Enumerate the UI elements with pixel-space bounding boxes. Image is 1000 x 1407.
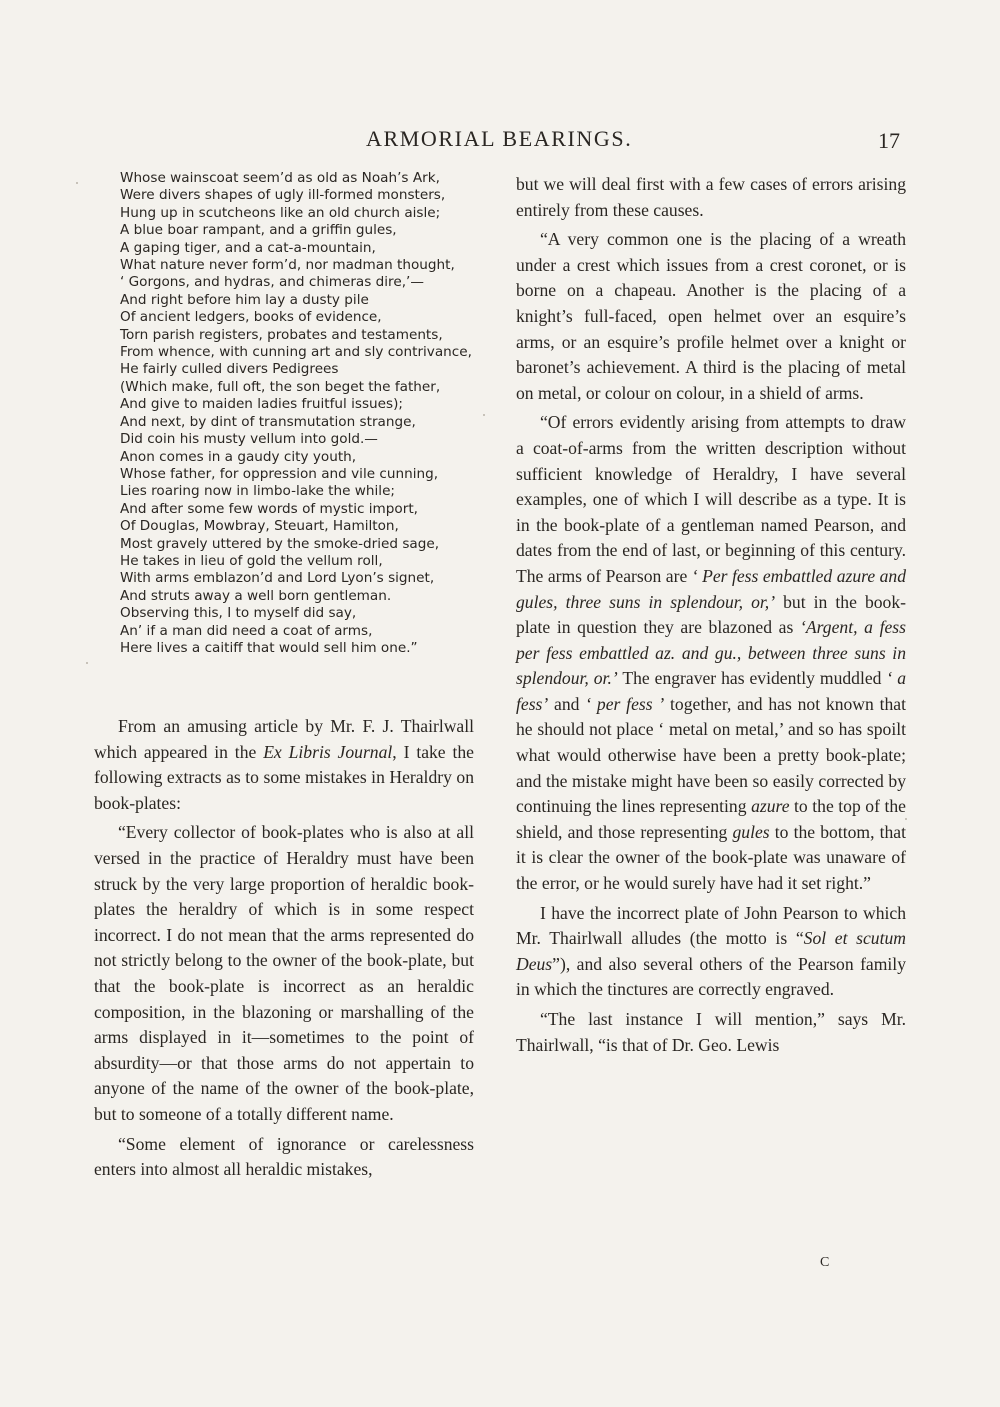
verse-line: Anon comes in a gaudy city youth, — [120, 448, 357, 465]
paragraph-deal-first: but we will deal first with a few cases of errors arising entirely from these causes. — [516, 174, 906, 220]
paragraph-last-instance: “The last instance I will mention,” says Mr. Thairlwall, “is that of Dr. Geo. Lewis — [516, 1009, 906, 1055]
paragraph-some-element: “Some element of ignorance or carelessness enters into almost all heraldic mistakes, — [94, 1133, 474, 1180]
term-italic: azure — [751, 796, 790, 817]
verse-line: With arms emblazon’d and Lord Lyon’s signet, — [120, 570, 435, 587]
term-italic: gules — [732, 821, 770, 842]
text-run: From an amusing article by Mr. F. J. Thairlwall which appeared in the — [94, 716, 474, 762]
running-head: ARMORIAL BEARINGS. — [366, 126, 633, 151]
verse-line: Did coin his musty vellum into gold.— — [120, 431, 378, 448]
text-run: but in the book-plate in question they are blazoned as — [516, 591, 906, 638]
text-run: ”), and also several others of the Pearson family in which the tinctures are correctly engraved. — [516, 953, 906, 1000]
verse-line: An’ if a man did need a coat of arms, — [120, 622, 373, 639]
right-prose — [516, 172, 906, 1058]
verse-line: Most gravely uttered by the smoke-dried sage, — [120, 535, 440, 552]
paragraph-every-collector: “Every collector of book-plates who is also at all versed in the practice of Heraldry must have been struck by the very large proportion of heraldic book-plates the heraldry of which is in some respect incorrect. I do not mean that the arms represented do not strictly belong to the owner of the book-plate, but that the book-plate is incorrect as an heraldic composition, in the blazoning or marshalling of the arms displayed in it—sometimes to the point of absurdity—or that those arms do not appertain to anyone of the name of the owner of the book-plate, but to someone of a totally different name. — [94, 822, 474, 1124]
paragraph-thairlwall-intro — [94, 714, 474, 816]
journal-title-italic: Ex Libris Journal — [263, 741, 393, 762]
term-italic: ‘ per fess ’ — [585, 693, 665, 714]
text-run: “Of errors evidently arising from attempts to draw a coat-of-arms from the written description without sufficient knowledge of Heraldry, I have several examples, one of which I will describe as a type. It is in the book-plate of a gentleman named Pearson, and dates from the end of last, or beginning of this century. The arms of Pearson are — [516, 412, 906, 586]
motto-italic: Sol et scutum Deus — [516, 928, 906, 974]
verse-quotation — [120, 170, 490, 657]
verse-line: Lies roaring now in limbo-lake the while; — [120, 483, 396, 500]
verse-line: And after some few words of mystic import, — [120, 500, 418, 517]
text-run: , I take the following extracts as to some mistakes in Heraldry on book-plates: — [94, 741, 474, 813]
page-number: 17 — [878, 128, 900, 153]
verse-line: A gaping tiger, and a cat-a-mountain, — [120, 239, 376, 256]
paper-speck — [76, 182, 78, 184]
text-run: together, and has not known that he should not place ‘ metal on metal,’ and so has spoilt what would otherwise have been a pretty book-plate; and the mistake might have been so easily corrected by continuing the lines representing — [516, 693, 906, 817]
text-run: The engraver has evidently muddled — [617, 668, 887, 689]
verse-line: And struts away a well born gentleman. — [120, 587, 392, 604]
verse-line: He fairly culled divers Pedigrees — [120, 361, 339, 378]
verse-line: What nature never form’d, nor madman thought, — [120, 257, 455, 274]
text-run: to the top of the shield, and those representing — [516, 796, 906, 842]
text-run: to the bottom, that it is clear the owner of the book-plate was unaware of the error, or he would surely have had it set right.” — [516, 821, 906, 894]
paragraph-errors-pearson — [516, 410, 906, 896]
paragraph-common-one: “A very common one is the placing of a wreath under a crest which issues from a crest coronet, or is borne on a chapeau. Another is the placing of a knight’s full-faced, open helmet over an esquire’s arms, or an esquire’s profile helmet over a knight or baronet’s achievement. A third is the placing of metal on metal, or colour on colour, in a shield of arms. — [516, 229, 906, 403]
paper-speck — [905, 818, 907, 820]
verse-line: Hung up in scutcheons like an old church aisle; — [120, 204, 441, 221]
verse-line: Were divers shapes of ugly ill-formed monsters, — [120, 187, 446, 204]
verse-line: Whose father, for oppression and vile cunning, — [120, 465, 439, 482]
text-run: I have the incorrect plate of John Pearson to which Mr. Thairlwall alludes (the motto is “ — [516, 902, 906, 949]
left-prose — [94, 714, 474, 1183]
blazon-italic: ‘ Per fess embattled azure and gules, three suns in splendour, or,’ — [516, 565, 906, 612]
verse-line: He takes in lieu of gold the vellum roll, — [120, 552, 383, 569]
verse-line: (Which make, full oft, the son beget the father, — [120, 378, 441, 395]
verse-line: Observing this, I to myself did say, — [120, 605, 357, 622]
verse-line: Here lives a caitiff that would sell him one.” — [120, 639, 418, 656]
paper-speck — [86, 662, 88, 664]
verse-line: Of ancient ledgers, books of evidence, — [120, 309, 382, 326]
paper-speck — [483, 414, 485, 416]
term-italic: ‘ a fess’ — [516, 668, 906, 714]
verse-line: Whose wainscoat seem’d as old as Noah’s Ark, — [120, 170, 440, 186]
paragraph-john-pearson — [516, 901, 906, 1003]
verse-line: And right before him lay a dusty pile — [120, 291, 369, 308]
verse-line: A blue boar rampant, and a griffin gules, — [120, 222, 397, 239]
verse-line: ‘ Gorgons, and hydras, and chimeras dire,’— — [120, 274, 424, 291]
verse-line: Torn parish registers, probates and testaments, — [120, 326, 443, 343]
blazon-italic: ‘Argent, a fess per fess embattled az. and gu., between three suns in splendour, or.’ — [516, 617, 906, 689]
verse-line: Of Douglas, Mowbray, Steuart, Hamilton, — [120, 518, 399, 535]
text-run: and — [548, 693, 586, 714]
verse-line: And give to maiden ladies fruitful issues); — [120, 396, 404, 413]
verse-line: And next, by dint of transmutation strange, — [120, 413, 416, 430]
verse-line: From whence, with cunning art and sly contrivance, — [120, 344, 472, 361]
signature-mark: C — [820, 1255, 830, 1270]
